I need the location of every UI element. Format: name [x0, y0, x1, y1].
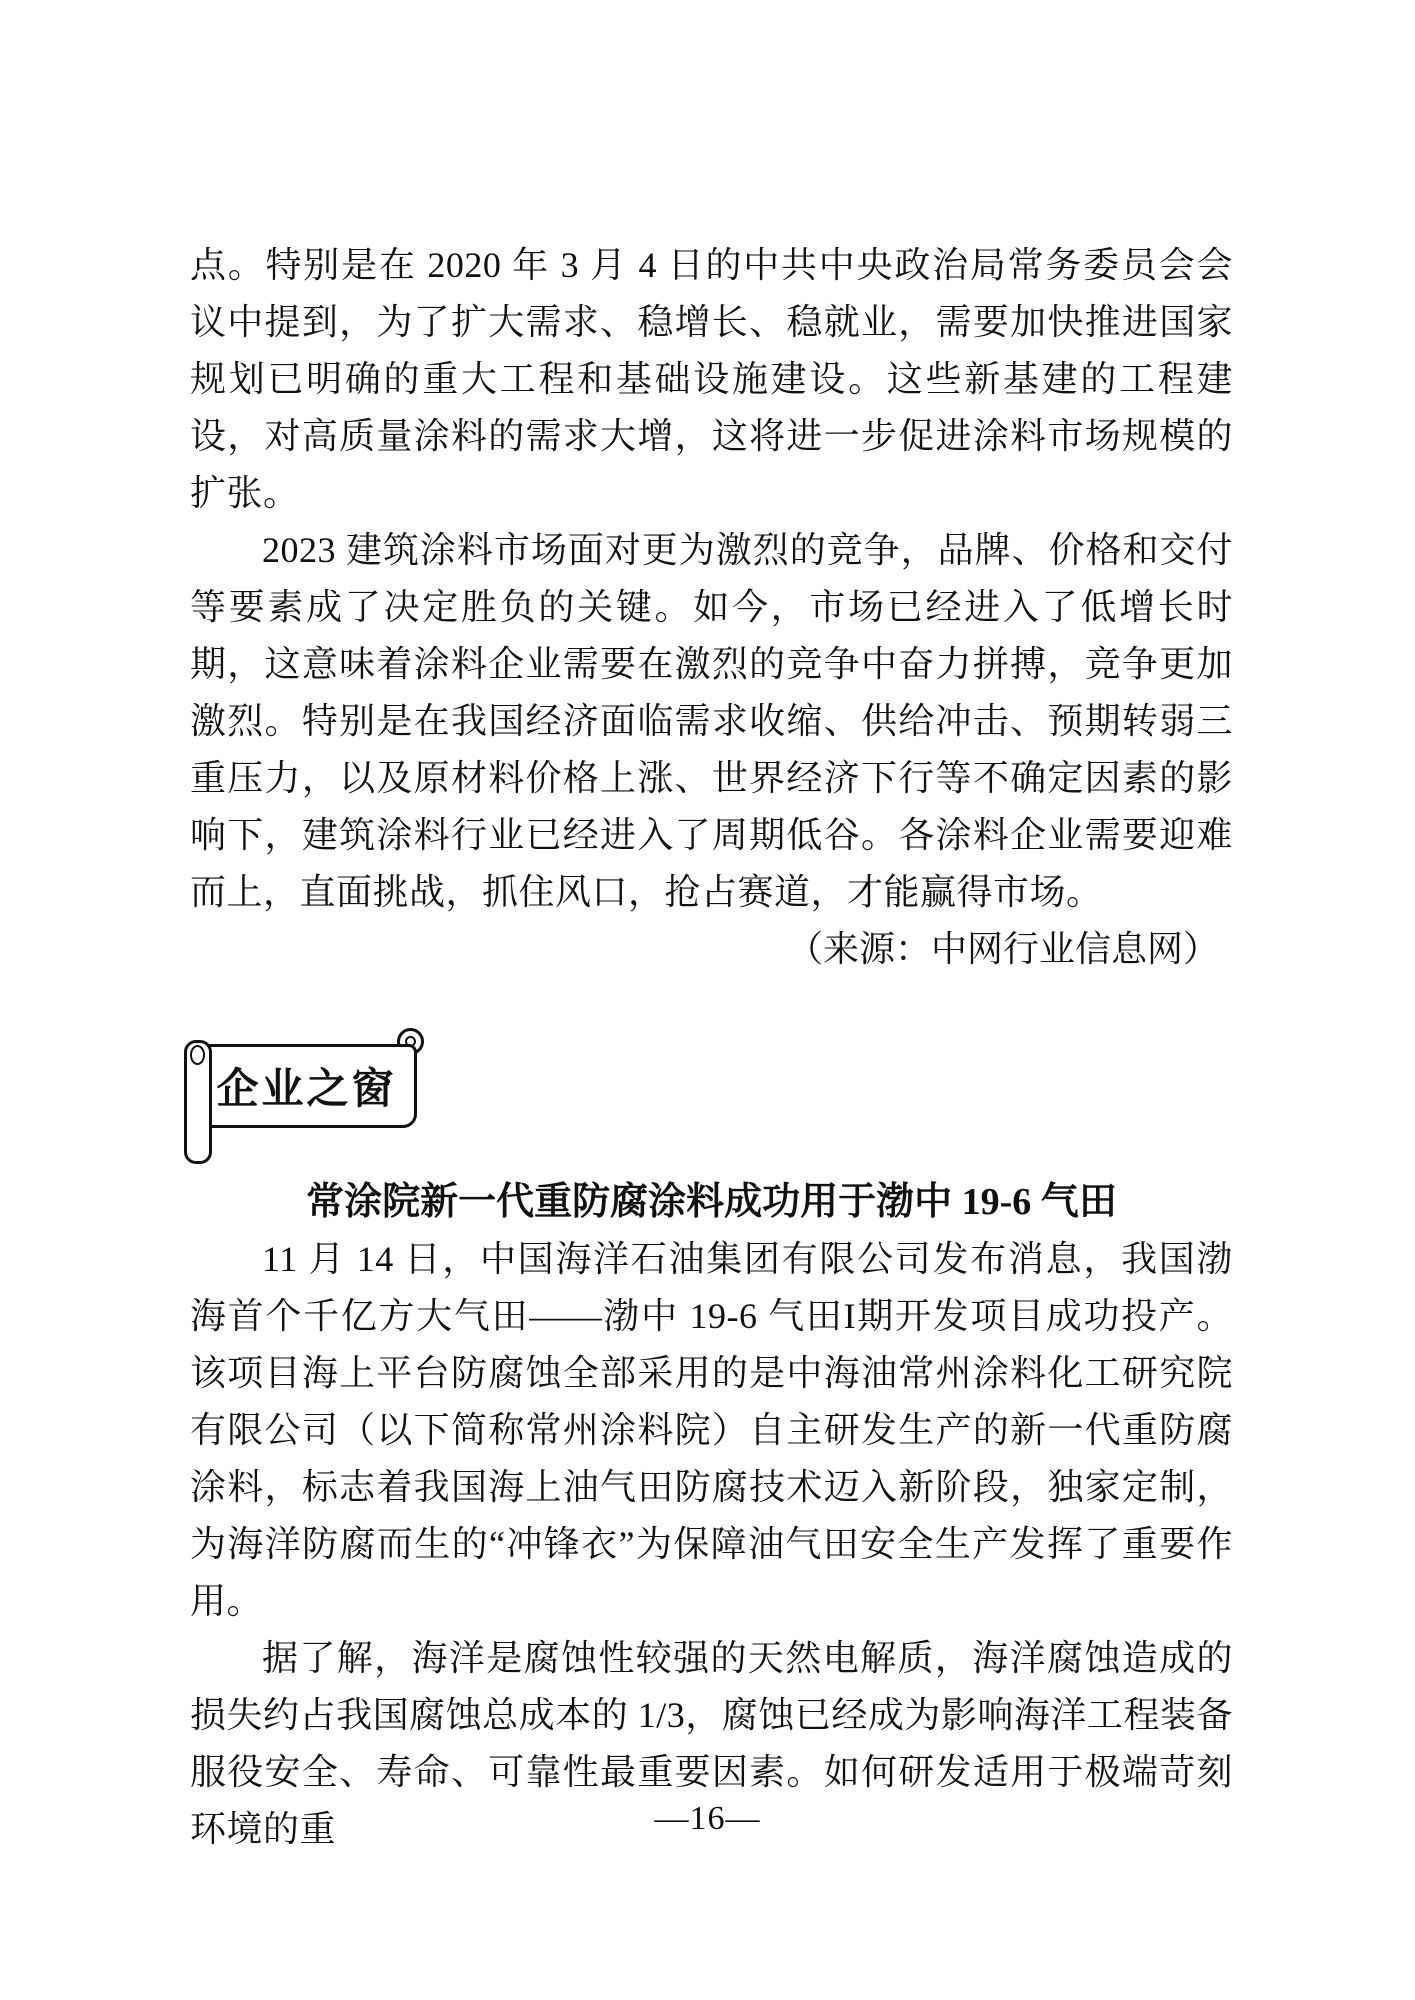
article-headline: 常涂院新一代重防腐涂料成功用于渤中 19-6 气田 [306, 1181, 1117, 1223]
paragraph-2023-competition: 2023 建筑涂料市场面对更为激烈的竞争，品牌、价格和交付等要素成了决定胜负的关键。如今，市场已经进入了低增长时期，这意味着涂料企业需要在激烈的竞争中奋力拼搏，竞争更加激烈。特别是在我国经济面临需求收缩、供给冲击、预期转弱三重压力，以及原材料价格上涨、世界经济下行等不确定因素的影响下，建筑涂料行业已经进入了周期低谷。各涂料企业需要迎难而上，直面挑战，抓住风口，抢占赛道，才能赢得市场。 [190, 530, 1233, 912]
source-attribution: （来源：中网行业信息网） [786, 929, 1219, 969]
paragraph-bozhong-gasfield: 11 月 14 日，中国海洋石油集团有限公司发布消息，我国渤海首个千亿方大气田——渤中 19-6 气田I期开发项目成功投产。该项目海上平台防腐蚀全部采用的是中海油常州涂料化工研究院有限公司（以下简称常州涂料院）自主研发生产的新一代重防腐涂料，标志着我国海上油气田防腐技术迈入新阶段，独家定制，为海洋防腐而生的“冲锋衣”为保障油气田安全生产发挥了重要作用。 [190, 1239, 1233, 1621]
scroll-banner-body [196, 1044, 417, 1128]
scroll-roll-icon [184, 1040, 212, 1164]
section-banner-title: 企业之窗 [216, 1067, 397, 1113]
section-banner-scroll [184, 1028, 426, 1128]
page-number: —16— [654, 1800, 761, 1837]
text-column [190, 237, 1233, 1858]
paragraph-market-outlook: 点。特别是在 2020 年 3 月 4 日的中共中央政治局常务委员会会议中提到，为了扩大需求、稳增长、稳就业，需要加快推进国家规划已明确的重大工程和基础设施建设。这些新基建的工程建设，对高质量涂料的需求大增，这将进一步促进涂料市场规模的扩张。 [190, 245, 1233, 513]
paragraph-corrosion-facts: 据了解，海洋是腐蚀性较强的天然电解质，海洋腐蚀造成的损失约占我国腐蚀总成本的 1/3，腐蚀已经成为影响海洋工程装备服役安全、寿命、可靠性最重要因素。如何研发适用于极端苛刻环境的重 [190, 1638, 1233, 1849]
